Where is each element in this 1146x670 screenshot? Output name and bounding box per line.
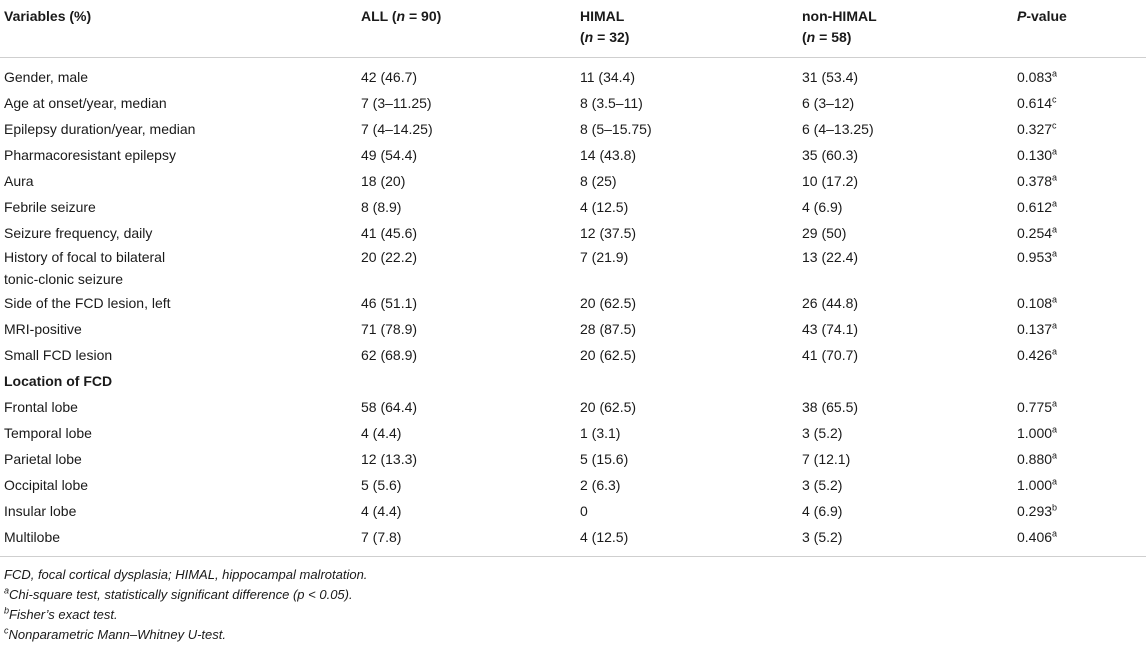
footnote-c-marker: c (4, 625, 9, 636)
cell-non: 31 (53.4) (802, 69, 859, 85)
cell-pvalue (1013, 90, 1146, 116)
cell-pvalue (1013, 58, 1146, 91)
cell-himal: 8 (25) (580, 173, 617, 189)
table-row (0, 90, 1146, 116)
cell-variable (0, 58, 357, 91)
cell-himal: 12 (37.5) (580, 225, 637, 241)
cell-himal: 20 (62.5) (580, 295, 637, 311)
pvalue-test-marker: a (1052, 294, 1058, 305)
cell-all: 41 (45.6) (361, 225, 418, 241)
header-all-label: ALL ( (361, 8, 397, 24)
pvalue-text: 0.953 (1017, 249, 1053, 265)
cell-non: 26 (44.8) (802, 295, 859, 311)
header-pvalue-rest: -value (1026, 8, 1067, 24)
cell-non: 4 (6.9) (802, 199, 843, 215)
variable-text: Occipital lobe (4, 477, 89, 493)
cell-himal (576, 368, 798, 394)
pvalue-test-marker: a (1052, 146, 1058, 157)
table-footnotes (0, 557, 1146, 645)
pvalue-text: 0.612 (1017, 199, 1053, 215)
cell-pvalue (1013, 168, 1146, 194)
table-row (0, 368, 1146, 394)
footnote-a-text: Chi-square test, statistically significant difference (p < 0.05). (9, 587, 353, 602)
cell-variable (0, 168, 357, 194)
header-row (0, 0, 1146, 58)
cell-non: 7 (12.1) (802, 451, 851, 467)
cell-variable (0, 472, 357, 498)
cell-pvalue (1013, 116, 1146, 142)
header-all (357, 0, 576, 58)
cell-himal: 4 (12.5) (576, 524, 798, 557)
cell-variable (0, 524, 357, 557)
cell-himal: 20 (62.5) (580, 399, 637, 415)
cell-himal: 5 (15.6) (580, 451, 629, 467)
cell-non (798, 368, 1013, 394)
footnote-b-text: Fisher’s exact test. (9, 607, 118, 622)
cell-all: 7 (3–11.25) (361, 95, 432, 111)
variable-text: History of focal to bilateral (4, 249, 166, 265)
cell-all: 58 (64.4) (361, 399, 418, 415)
pvalue-text: 0.327 (1017, 121, 1053, 137)
variable-text: MRI-positive (4, 321, 82, 337)
pvalue-test-marker: a (1052, 172, 1058, 183)
cell-non: 4 (6.9) (802, 503, 843, 519)
cell-pvalue (1013, 342, 1146, 368)
cell-variable (0, 142, 357, 168)
cell-himal: 20 (62.5) (580, 347, 637, 363)
cell-pvalue (1013, 220, 1146, 246)
pvalue-text: 1.000 (1017, 477, 1053, 493)
header-himal-label: HIMAL (580, 8, 625, 24)
cell-all: 4 (4.4) (361, 425, 402, 441)
pvalue-test-marker: b (1052, 502, 1058, 513)
cell-pvalue (1013, 194, 1146, 220)
variable-text: Side of the FCD lesion, left (4, 295, 171, 311)
table-row (0, 420, 1146, 446)
cell-himal: 1 (3.1) (580, 425, 621, 441)
cell-all: 49 (54.4) (361, 147, 418, 163)
variable-text: Location of FCD (4, 373, 113, 389)
table-row (0, 58, 1146, 91)
cell-all (357, 368, 576, 394)
cell-pvalue (1013, 316, 1146, 342)
cell-variable (0, 316, 357, 342)
header-nonhimal-value: = 58) (815, 29, 852, 45)
pvalue-test-marker: a (1052, 224, 1058, 235)
footnote-abbreviations: FCD, focal cortical dysplasia; HIMAL, hippocampal malrotation. (4, 567, 368, 582)
footnote-a (4, 585, 1146, 605)
header-himal-n: n (584, 29, 594, 45)
header-nonhimal (798, 0, 1013, 58)
pvalue-test-marker: a (1052, 320, 1058, 331)
pvalue-text: 0.293 (1017, 503, 1053, 519)
pvalue-test-marker: a (1052, 528, 1058, 539)
cell-all: 8 (8.9) (361, 199, 402, 215)
cell-pvalue (1013, 290, 1146, 316)
table-row (0, 524, 1146, 557)
pvalue-text: 0.378 (1017, 173, 1053, 189)
header-himal (576, 0, 798, 58)
cell-all: 62 (68.9) (361, 347, 418, 363)
cell-himal: 11 (34.4) (580, 69, 635, 85)
header-all-value: = 90) (405, 8, 442, 24)
table-row (0, 246, 1146, 290)
cell-non: 3 (5.2) (802, 425, 843, 441)
cell-variable (0, 446, 357, 472)
cell-variable (0, 342, 357, 368)
header-nonhimal-label: non-HIMAL (802, 8, 877, 24)
cell-pvalue (1013, 446, 1146, 472)
variable-text: Small FCD lesion (4, 347, 113, 363)
cell-non: 13 (22.4) (802, 249, 859, 265)
cell-all: 46 (51.1) (361, 295, 418, 311)
footnote-a-marker: a (4, 585, 10, 596)
cell-all: 12 (13.3) (361, 451, 418, 467)
cell-non: 35 (60.3) (802, 147, 859, 163)
cell-pvalue (1013, 524, 1146, 557)
cell-all: 42 (46.7) (361, 69, 418, 85)
pvalue-test-marker: a (1052, 198, 1058, 209)
cell-pvalue (1013, 420, 1146, 446)
variable-text: Insular lobe (4, 503, 77, 519)
footnote-b (4, 605, 1146, 625)
table-row (0, 220, 1146, 246)
pvalue-text: 0.108 (1017, 295, 1053, 311)
table-row (0, 194, 1146, 220)
variable-text: Multilobe (4, 529, 61, 545)
cell-variable (0, 420, 357, 446)
variable-text: Pharmacoresistant epilepsy (4, 147, 176, 163)
cell-pvalue (1013, 142, 1146, 168)
cell-non: 43 (74.1) (802, 321, 859, 337)
table-header (0, 0, 1146, 58)
pvalue-text: 0.880 (1017, 451, 1053, 467)
cell-non: 6 (3–12) (802, 95, 855, 111)
cell-non: 6 (4–13.25) (802, 121, 874, 137)
cell-non: 3 (5.2) (802, 477, 843, 493)
variable-text: Gender, male (4, 69, 89, 85)
table-row (0, 142, 1146, 168)
header-himal-value: = 32) (593, 29, 630, 45)
pvalue-text: 0.426 (1017, 347, 1053, 363)
cell-all: 7 (4–14.25) (361, 121, 433, 137)
variable-text: Febrile seizure (4, 199, 96, 215)
cell-pvalue (1013, 246, 1146, 290)
cell-himal: 14 (43.8) (580, 147, 637, 163)
header-nonhimal-open: ( (802, 29, 807, 45)
pvalue-text: 0.614 (1017, 95, 1053, 111)
pvalue-test-marker: a (1052, 398, 1058, 409)
variable-text: Seizure frequency, daily (4, 225, 153, 241)
cell-himal: 28 (87.5) (580, 321, 637, 337)
cell-all: 5 (5.6) (361, 477, 402, 493)
footnote-b-marker: b (4, 605, 10, 616)
cell-all: 20 (22.2) (361, 249, 418, 265)
cell-variable (0, 90, 357, 116)
cell-variable (0, 394, 357, 420)
footnote-c (4, 625, 1146, 645)
header-himal-open: ( (580, 29, 585, 45)
cell-all: 18 (20) (361, 173, 406, 189)
table-row (0, 116, 1146, 142)
pvalue-text: 0.254 (1017, 225, 1053, 241)
variable-text: Frontal lobe (4, 399, 78, 415)
variable-text: Parietal lobe (4, 451, 82, 467)
cell-non: 38 (65.5) (802, 399, 859, 415)
pvalue-test-marker: a (1052, 248, 1058, 259)
pvalue-text: 0.775 (1017, 399, 1053, 415)
pvalue-test-marker: c (1052, 120, 1057, 131)
pvalue-text: 0.083 (1017, 69, 1053, 85)
cell-himal: 7 (21.9) (580, 249, 629, 265)
cell-himal: 0 (580, 503, 588, 519)
cell-all: 71 (78.9) (361, 321, 418, 337)
table-row (0, 472, 1146, 498)
cell-variable (0, 246, 357, 290)
cell-variable (0, 220, 357, 246)
pvalue-test-marker: a (1052, 424, 1058, 435)
footnote-c-text: Nonparametric Mann–Whitney U-test. (8, 627, 226, 642)
table-body (0, 58, 1146, 557)
pvalue-text: 0.137 (1017, 321, 1053, 337)
header-all-n: n (396, 8, 406, 24)
header-pvalue (1013, 0, 1146, 58)
pvalue-test-marker: a (1052, 68, 1058, 79)
table-row (0, 498, 1146, 524)
table-row (0, 446, 1146, 472)
cell-himal: 8 (3.5–11) (580, 95, 643, 111)
variable-text: Epilepsy duration/year, median (4, 121, 196, 137)
cell-non: 29 (50) (802, 225, 847, 241)
pvalue-test-marker: a (1052, 346, 1058, 357)
pvalue-test-marker: a (1052, 450, 1058, 461)
cell-himal: 8 (5–15.75) (580, 121, 652, 137)
cell-non: 3 (5.2) (798, 524, 1013, 557)
pvalue-test-marker: a (1052, 476, 1058, 487)
cell-pvalue (1013, 368, 1146, 394)
pvalue-text: 0.130 (1017, 147, 1053, 163)
cell-variable (0, 194, 357, 220)
cell-pvalue (1013, 394, 1146, 420)
cell-himal: 4 (12.5) (580, 199, 629, 215)
cell-pvalue (1013, 472, 1146, 498)
cell-all: 7 (7.8) (357, 524, 576, 557)
cell-himal: 2 (6.3) (580, 477, 621, 493)
cell-pvalue (1013, 498, 1146, 524)
cell-variable (0, 290, 357, 316)
table-row (0, 168, 1146, 194)
pvalue-text: 0.406 (1017, 529, 1053, 545)
variable-text: Age at onset/year, median (4, 95, 167, 111)
cell-variable (0, 116, 357, 142)
header-himal-count (580, 27, 798, 48)
variable-text: Aura (4, 173, 34, 189)
header-nonhimal-count (802, 27, 1013, 48)
table-row (0, 342, 1146, 368)
section-heading (0, 368, 357, 394)
table-row (0, 394, 1146, 420)
cell-variable (0, 498, 357, 524)
pvalue-text: 1.000 (1017, 425, 1053, 441)
cell-all: 4 (4.4) (361, 503, 402, 519)
cell-non: 41 (70.7) (802, 347, 859, 363)
table-row (0, 290, 1146, 316)
pvalue-test-marker: c (1052, 94, 1057, 105)
header-nonhimal-n: n (806, 29, 816, 45)
header-variables-text: Variables (%) (4, 8, 92, 24)
header-variables (0, 0, 357, 58)
variable-text: Temporal lobe (4, 425, 92, 441)
cell-non: 10 (17.2) (802, 173, 859, 189)
table-row (0, 316, 1146, 342)
header-pvalue-p: P (1017, 8, 1027, 24)
variable-text-line2: tonic-clonic seizure (4, 271, 124, 287)
